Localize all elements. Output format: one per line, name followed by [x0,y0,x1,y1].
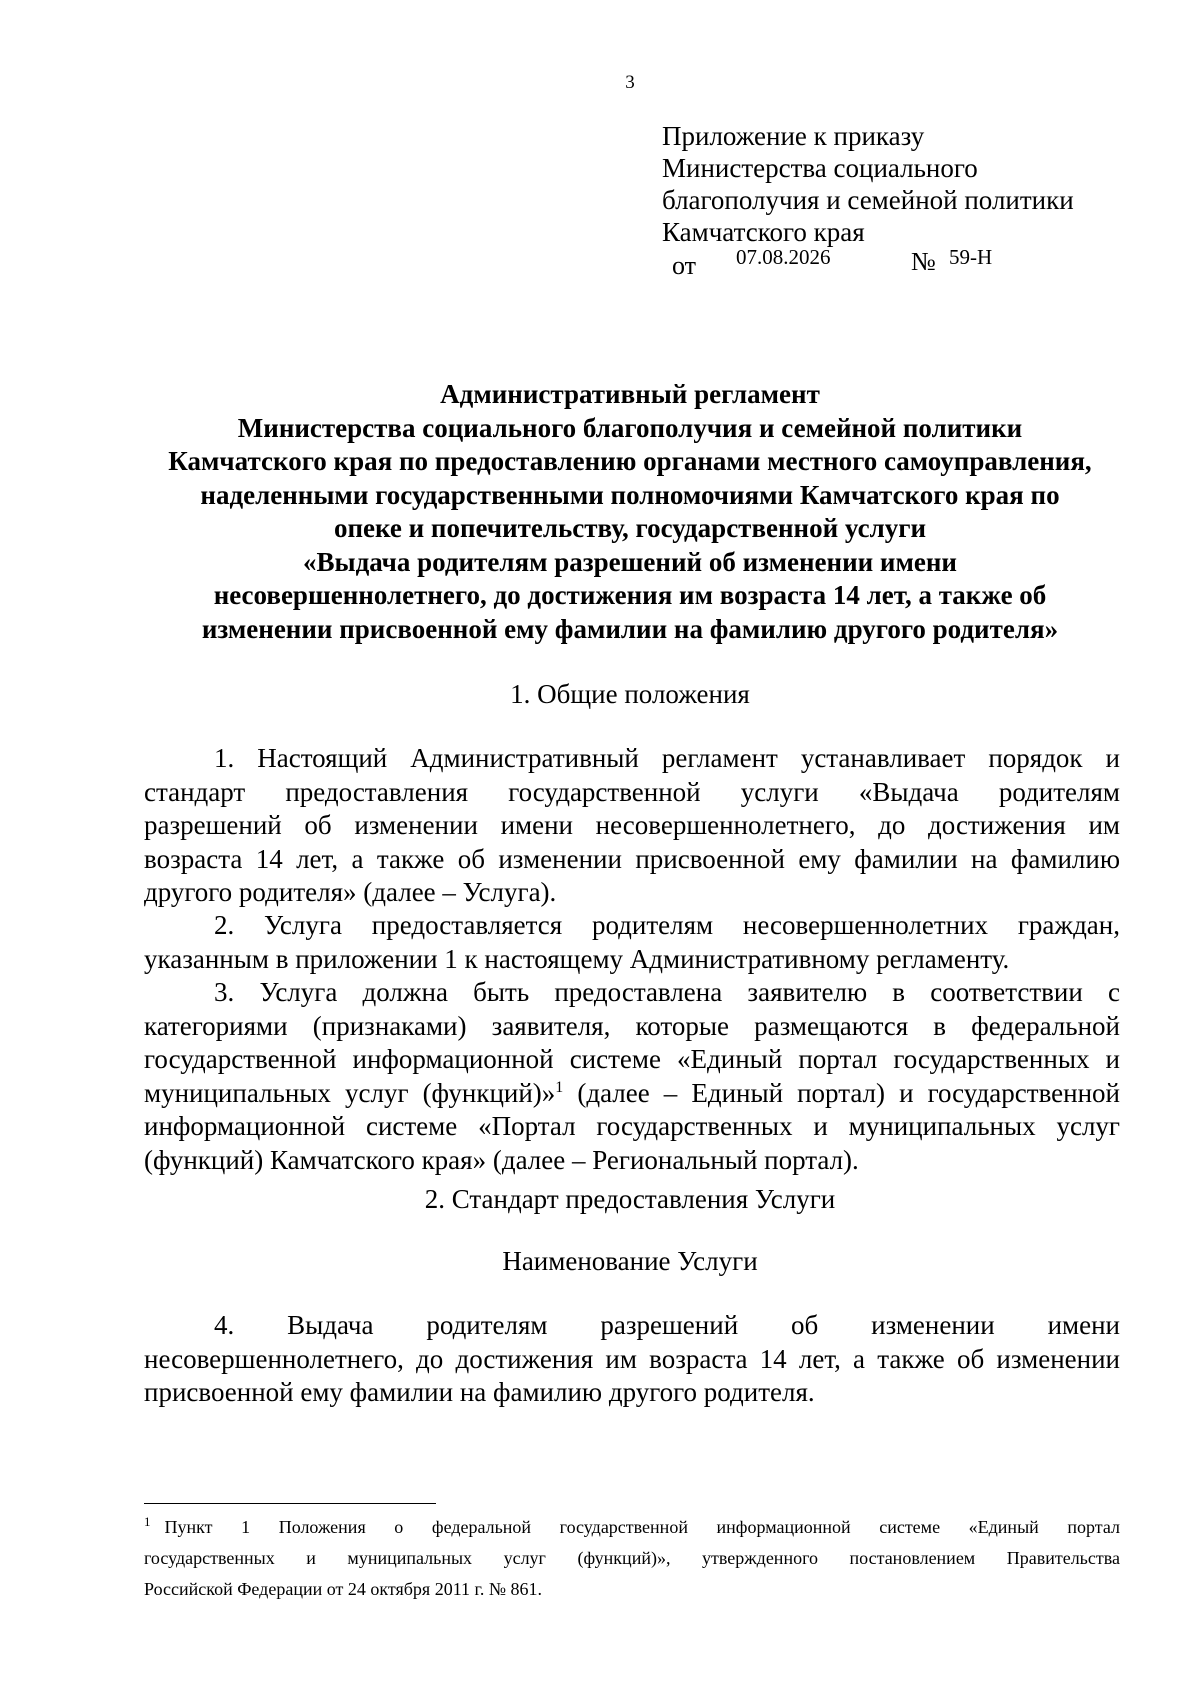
paragraph-line: государственной информационной системе «Единый портал государственных и [144,1044,1120,1074]
footnote-line [144,1512,1120,1543]
paragraph-line: информационной системе «Портал государственных и муниципальных услуг [144,1111,1120,1141]
footnote [144,1512,1120,1605]
title-line: наделенными государственными полномочиями Камчатского края по [200,479,1060,510]
title-line: опеке и попечительству, государственной услуги [333,513,927,543]
paragraph-line: категориями (признаками) заявителя, которые размещаются в федеральной [144,1010,1120,1041]
paragraph-1 [144,742,1120,910]
order-date: 07.08.2026 [736,245,831,269]
title-line: Административный регламент [440,379,820,409]
paragraph-line: возраста 14 лет, а также об изменении присвоенной ему фамилии на фамилию [144,843,1120,874]
appendix-line: Камчатского края [662,217,865,247]
title-line: Министерства социального благополучия и семейной политики [237,412,1023,443]
paragraph-text: (далее – Единый портал) и государственной [563,1077,1120,1108]
section-heading: 1. Общие положения [510,679,750,709]
section-heading: 2. Стандарт предоставления Услуги [424,1184,836,1214]
title-line: изменении присвоенной ему фамилии на фамилию другого родителя» [201,613,1059,644]
title-line: несовершеннолетнего, до достижения им возраста 14 лет, а также об [213,580,1047,610]
paragraph-line: стандарт предоставления государственной услуги «Выдача родителям [144,776,1120,807]
paragraph-line: 1. Настоящий Административный регламент устанавливает порядок и [214,743,1120,773]
page-number: 3 [625,72,635,93]
paragraph-line: (функций) Камчатского края» (далее – Региональный портал). [144,1144,859,1175]
paragraph-3 [144,976,1120,1177]
paragraph-line: 4. Выдача родителям разрешений об изменении имени [214,1310,1120,1340]
subsection-heading: Наименование Услуги [502,1246,758,1276]
title-line: Камчатского края по предоставлению органами местного самоуправления, [168,446,1092,476]
footnote-line: Российской Федерации от 24 октября 2011 г. № 861. [144,1579,543,1599]
paragraph-text: муниципальных услуг (функций)» [144,1077,556,1108]
footnote-reference[interactable]: 1 [555,1078,564,1096]
paragraph-line: несовершеннолетнего, до достижения им возраста 14 лет, а также об изменении [144,1343,1120,1374]
title-line: «Выдача родителям разрешений об изменении имени [303,546,957,577]
footnote-mark: 1 [144,1514,151,1529]
appendix-line: Министерства социального [662,153,978,183]
paragraph-line: другого родителя» (далее – Услуга). [144,877,557,907]
document-title [130,378,1130,646]
paragraph-line: указанным в приложении 1 к настоящему Административному регламенту. [144,943,1010,974]
appendix-line: благополучия и семейной политики [662,185,1074,215]
order-number: 59-Н [949,245,993,269]
order-from-label: от [672,251,697,280]
footnote-line: государственных и муниципальных услуг (функций)», утвержденного постановлением Правительства [144,1548,1120,1568]
paragraph-line: 2. Услуга предоставляется родителям несовершеннолетних граждан, [214,910,1120,940]
footnote-separator [144,1503,436,1504]
appendix-block [662,120,1074,248]
paragraph-line: присвоенной ему фамилии на фамилию другого родителя. [144,1377,815,1407]
appendix-line: Приложение к приказу [662,121,925,151]
paragraph-4 [144,1309,1120,1410]
footnote-text: Пункт 1 Положения о федеральной государственной информационной системе «Единый портал [164,1517,1120,1537]
paragraph-line: разрешений об изменении имени несовершеннолетнего, до достижения им [144,810,1120,840]
paragraph-line-with-footnote [144,1077,1120,1111]
order-number-sign: № [911,247,936,276]
paragraph-line: 3. Услуга должна быть предоставлена заявителю в соответствии с [214,977,1120,1007]
paragraph-2 [144,909,1120,976]
